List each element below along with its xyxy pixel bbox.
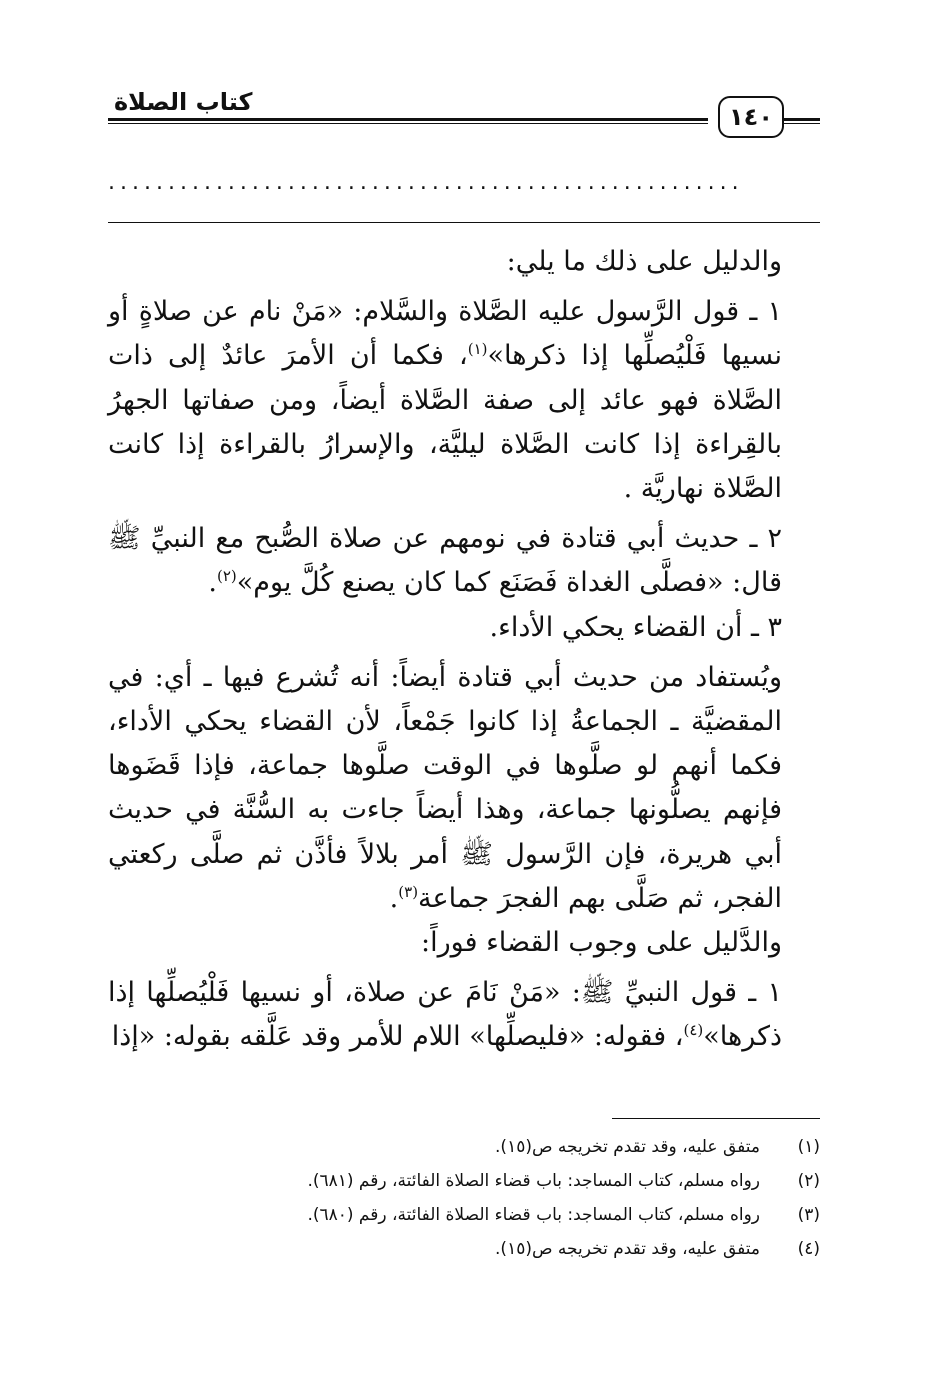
footnote-text: رواه مسلم، كتاب المساجد: باب قضاء الصلاة الفائتة، رقم (٦٨٠).: [307, 1205, 760, 1225]
paragraph-5: والدَّليل على وجوب القضاء فوراً:: [421, 927, 782, 959]
footnote-1: [108, 1130, 820, 1164]
book-title: كتاب الصلاة: [108, 88, 259, 116]
header-rule-right: [782, 118, 820, 124]
footnote-ref-2: (٢): [216, 567, 237, 586]
footnote-4: [108, 1232, 820, 1266]
paragraph-2-end: .: [208, 567, 217, 599]
paragraph-4: [108, 656, 820, 921]
paragraph-3: ٣ ـ أن القضاء يحكي الأداء.: [489, 611, 782, 643]
paragraph-2-text: ٢ ـ حديث أبي قتادة في نومهم عن صلاة الصُّبح مع النبيِّ ﷺ قال: «فصلَّى الغداة فَصَنَع كما كان يصنع كُلَّ يوم»: [108, 523, 782, 599]
footnote-number: (٣): [797, 1205, 820, 1225]
page-number: ١٤٠: [718, 96, 784, 138]
top-rule: [108, 222, 820, 223]
footnotes: [108, 1130, 820, 1266]
paragraph-1: [108, 290, 820, 511]
paragraph-1-text: ١ ـ قول الرَّسول عليه الصَّلاة والسَّلام: «مَنْ نام عن صلاةٍ أو نسيها فَلْيُصلِّها إذا ذكرها»: [108, 296, 782, 372]
header-rule-left: [108, 118, 708, 124]
footnote-ref-3: (٣): [398, 882, 419, 901]
footnote-number: (٢): [797, 1171, 820, 1191]
footnote-ref-4: (٤): [683, 1021, 704, 1040]
paragraph-6-continuation: ، فقوله: «فليصلِّها» اللام للأمر وقد عَلَّقه بقوله: «إذا: [111, 1021, 684, 1053]
separator-dots: .....................................................: [108, 170, 744, 195]
footnote-text: متفق عليه، وقد تقدم تخريجه ص(١٥).: [495, 1239, 760, 1259]
paragraph-1-continuation: ، فكما أن الأمرَ عائدٌ إلى ذات الصَّلاة فهو عائد إلى صفة الصَّلاة أيضاً، ومن صفاتها الجهرُ بالقِراءة إذا كانت الصَّلاة ليليَّة، والإسرارُ بالقراءة إذا كانت الصَّلاة نهاريَّة .: [108, 340, 782, 505]
footnote-text: رواه مسلم، كتاب المساجد: باب قضاء الصلاة الفائتة، رقم (٦٨١).: [307, 1171, 760, 1191]
paragraph-intro: والدليل على ذلك ما يلي:: [506, 246, 782, 277]
footnote-3: [108, 1198, 820, 1232]
paragraph-6-text: ١ ـ قول النبيِّ ﷺ: «مَنْ نَامَ عن صلاة، أو نسيها فَلْيُصلِّها إذا ذكرها»: [108, 977, 782, 1053]
footnote-number: (٤): [797, 1239, 820, 1259]
page-header: [108, 88, 820, 148]
paragraph-6: [108, 971, 820, 1059]
footnote-text: متفق عليه، وقد تقدم تخريجه ص(١٥).: [495, 1137, 760, 1157]
footnote-rule: [612, 1118, 820, 1119]
footnote-ref-1: (١): [467, 340, 488, 359]
footnote-2: [108, 1164, 820, 1198]
paragraph-4-end: .: [389, 882, 399, 914]
body-text: [108, 240, 820, 1060]
paragraph-2: [108, 517, 820, 605]
footnote-number: (١): [797, 1137, 820, 1157]
paragraph-4-text: ويُستفاد من حديث أبي قتادة أيضاً: أنه تُشرع فيها ـ أي: في المقضيَّة ـ الجماعةُ إذا كانوا جَمْعاً، لأن القضاء يحكي الأداء، فكما أنهم لو صلَّوها في الوقت صلَّوها جماعة، فإذا قَضَوها فإنهم يصلُّونها جماعة، وهذا أيضاً جاءت به السُّنَّة في حديث أبي هريرة، فإن الرَّسول ﷺ أمر بلالاً فأذَّن ثم صلَّى ركعتي الفجر، ثم صَلَّى بهم الفجرَ جماعة: [108, 661, 782, 914]
